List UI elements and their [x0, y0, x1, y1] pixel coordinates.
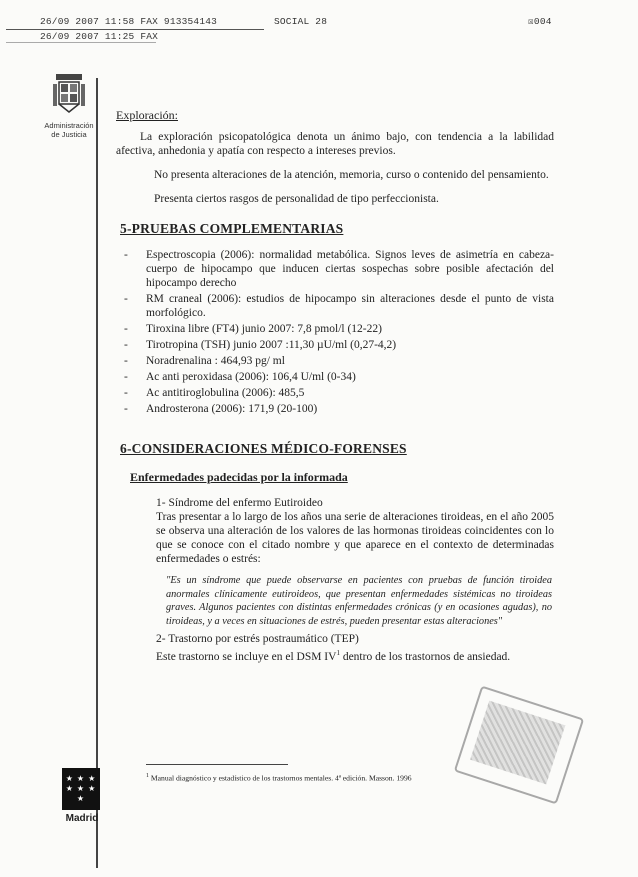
list-item: - RM craneal (2006): estudios de hipocampo sin alteraciones desde el punto de vista morfológico.	[146, 292, 554, 320]
footnote-ref: 1	[336, 649, 340, 657]
exploracion-paragraph-2: No presenta alteraciones de la atención, memoria, curso o contenido del pensamiento.	[154, 169, 549, 181]
item1-text: Tras presentar a lo largo de los años una serie de alteraciones tiroideas, en el año 2005 se observa una alteración de los valores de las hormonas tiroideas coincidentes con lo que se conoce con el citado nombre y que aparece en el contexto de determinadas enfermedades o estrés:	[156, 511, 554, 565]
fax-divider-lower	[6, 42, 156, 43]
list-item: - Androsterona (2006): 171,9 (20-100)	[146, 402, 554, 416]
list-item: - Noradrenalina : 464,93 pg/ ml	[146, 354, 554, 368]
pruebas-list	[116, 248, 554, 416]
consideraciones-heading: 6-CONSIDERACIONES MÉDICO-FORENSES	[120, 441, 407, 456]
fax-header-left: 26/09 2007 11:58 FAX 913354143	[40, 16, 218, 27]
item2-text-start: Este trastorno se incluye en el DSM IV	[156, 650, 337, 663]
official-stamp	[454, 686, 585, 805]
document-body	[116, 108, 554, 664]
exploracion-title: Exploración:	[116, 108, 178, 122]
fax-header-right: ☒004	[528, 16, 552, 27]
pruebas-heading: 5-PRUEBAS COMPLEMENTARIAS	[120, 221, 344, 236]
item1-heading: 1- Síndrome del enfermo Eutiroideo	[156, 497, 323, 509]
item2-text-end: dentro de los trastornos de ansiedad.	[339, 650, 511, 663]
fax-divider	[6, 29, 264, 30]
stamp-seal	[470, 701, 565, 785]
madrid-logo	[62, 768, 102, 824]
item1-quote: "Es un síndrome que puede observarse en pacientes con pruebas de función tiroidea anormales clínicamente eutiroideos, que presentan enfermedades sistémicas no tiroideas graves. Algunos pacientes con distintas enfermedades crónicas (y en ocasiones agudas), no tiroideas, y a veces en situaciones de estrés, pueden presentar estas alteraciones"	[166, 575, 552, 627]
list-item: - Tirotropina (TSH) junio 2007 :11,30 µU/ml (0,27-4,2)	[146, 338, 554, 352]
madrid-flag-icon: ★ ★ ★ ★ ★ ★ ★	[62, 768, 100, 810]
coat-of-arms-icon	[52, 72, 86, 116]
list-item: - Espectroscopia (2006): normalidad metabólica. Signos leves de asimetría en cabeza-cuerpo de hipocampo que inducen ciertas sospechas sobre posible afectación del hipocampo derecho	[146, 248, 554, 290]
justice-logo	[40, 72, 98, 139]
footnote-text: Manual diagnóstico y estadístico de los trastornos mentales. 4ª edición. Masson. 1996	[149, 773, 412, 783]
footnote-number: 1	[146, 773, 149, 779]
margin-line	[96, 78, 98, 868]
consideraciones-subtitle: Enfermedades padecidas por la informada	[130, 470, 348, 484]
item2-heading: 2- Trastorno por estrés postraumático (TEP)	[156, 633, 359, 645]
admin-label: Administración de Justicia	[44, 121, 94, 139]
footnote-rule	[146, 764, 288, 765]
exploracion-paragraph-1: La exploración psicopatológica denota un ánimo bajo, con tendencia a la labilidad afectiva, anhedonia y apatía con respecto a intereses previos.	[116, 131, 554, 157]
list-item: - Tiroxina libre (FT4) junio 2007: 7,8 pmol/l (12-22)	[146, 322, 554, 336]
item2-text	[116, 646, 554, 664]
list-item: - Ac antitiroglobulina (2006): 485,5	[146, 386, 554, 400]
list-item: - Ac anti peroxidasa (2006): 106,4 U/ml (0-34)	[146, 370, 554, 384]
madrid-label: Madrid	[65, 813, 99, 824]
fax-header-center: SOCIAL 28	[274, 16, 328, 27]
exploracion-paragraph-3: Presenta ciertos rasgos de personalidad de tipo perfeccionista.	[154, 193, 439, 205]
fax-header-line2: 26/09 2007 11:25 FAX	[40, 31, 159, 42]
